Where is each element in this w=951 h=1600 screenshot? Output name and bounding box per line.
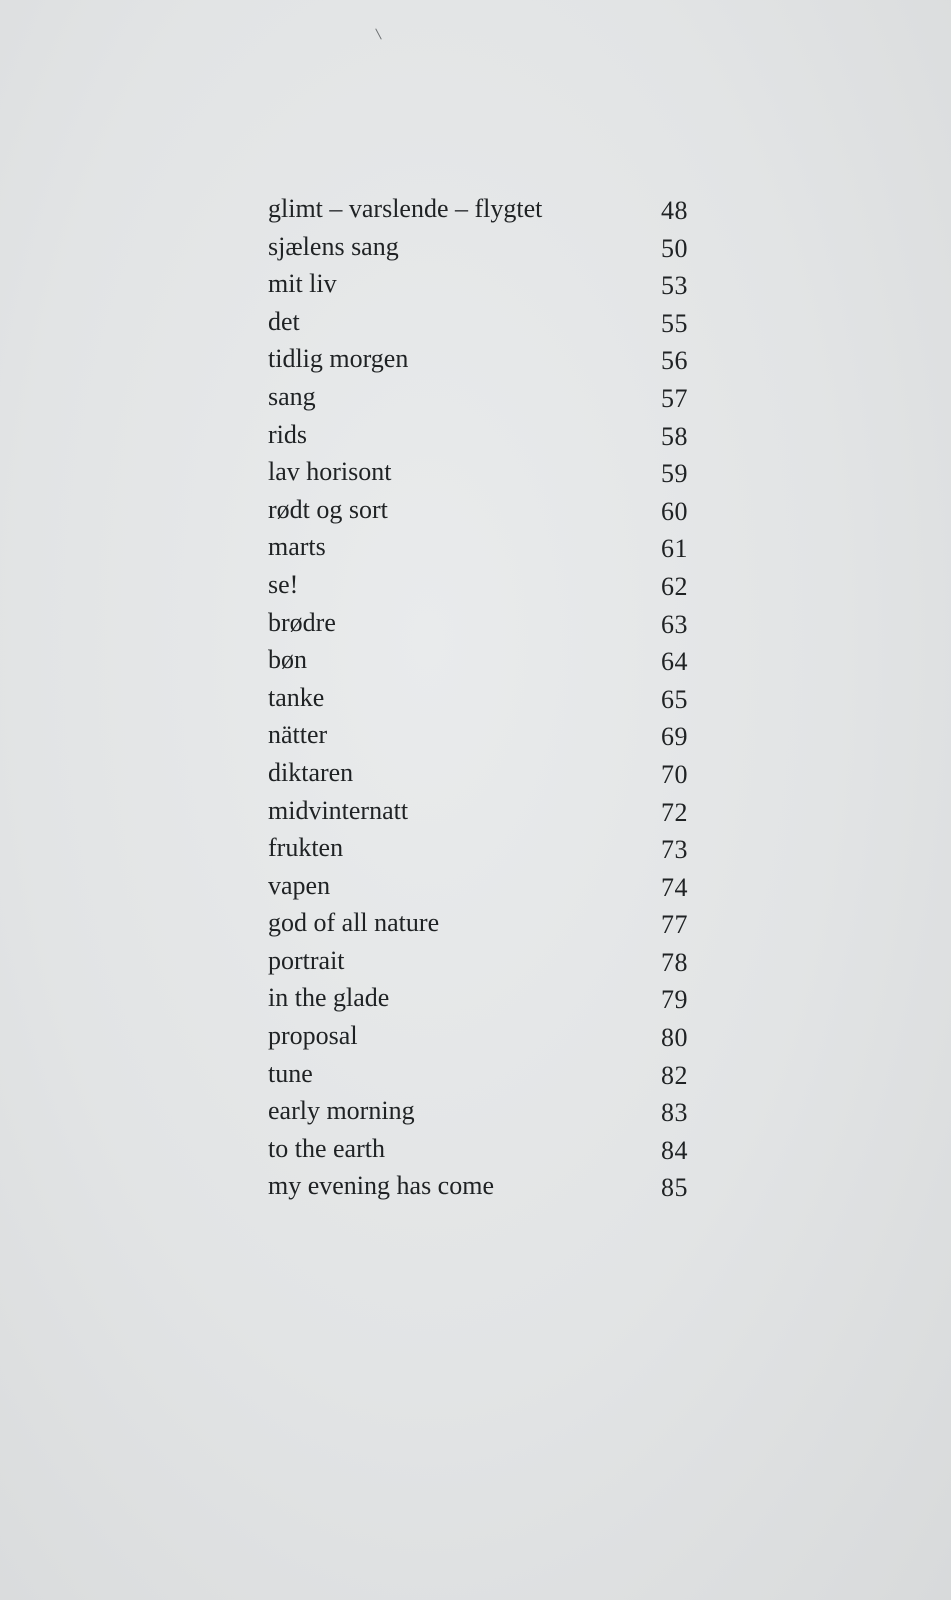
toc-entry-title: tidlig morgen xyxy=(268,344,409,374)
toc-entry xyxy=(268,265,688,303)
toc-entry-title: to the earth xyxy=(268,1133,385,1163)
toc-entry-title: frukten xyxy=(268,833,344,863)
toc-entry-page-number: 63 xyxy=(661,609,688,639)
toc-entry-title: bøn xyxy=(268,645,307,675)
toc-entry xyxy=(268,792,688,830)
toc-entry xyxy=(268,754,688,792)
toc-entry-title: lav horisont xyxy=(268,457,392,487)
toc-entry xyxy=(268,1017,688,1055)
toc-entry-title: rids xyxy=(268,419,307,449)
toc-entry-title: portrait xyxy=(268,945,345,975)
toc-entry-page-number: 65 xyxy=(661,684,688,714)
toc-entry-title: proposal xyxy=(268,1021,358,1051)
toc-entry xyxy=(268,303,688,341)
toc-entry xyxy=(268,979,688,1017)
toc-entry-page-number: 80 xyxy=(661,1023,688,1053)
toc-entry xyxy=(268,491,688,529)
toc-entry-page-number: 79 xyxy=(661,985,688,1015)
table-of-contents xyxy=(268,190,688,1205)
toc-entry-page-number: 82 xyxy=(661,1060,688,1090)
toc-entry xyxy=(268,190,688,228)
toc-entry-page-number: 78 xyxy=(661,947,688,977)
toc-entry-title: tanke xyxy=(268,682,325,712)
toc-entry-page-number: 62 xyxy=(661,571,688,601)
toc-entry xyxy=(268,1055,688,1093)
toc-entry xyxy=(268,604,688,642)
toc-entry-title: god of all nature xyxy=(268,908,440,938)
toc-entry xyxy=(268,378,688,416)
toc-entry xyxy=(268,641,688,679)
toc-entry xyxy=(268,942,688,980)
toc-entry xyxy=(268,528,688,566)
toc-entry xyxy=(268,566,688,604)
toc-entry-title: in the glade xyxy=(268,983,390,1013)
toc-entry-title: det xyxy=(268,306,300,336)
toc-entry-title: my evening has come xyxy=(268,1171,494,1201)
toc-entry-title: sjælens sang xyxy=(268,231,399,261)
toc-entry-title: rødt og sort xyxy=(268,494,388,524)
toc-entry-page-number: 61 xyxy=(661,534,688,564)
toc-entry-page-number: 70 xyxy=(661,759,688,789)
toc-entry-title: se! xyxy=(268,569,299,599)
toc-entry-title: sang xyxy=(268,381,316,411)
toc-entry-title: vapen xyxy=(268,870,331,900)
toc-entry-title: nätter xyxy=(268,720,328,750)
toc-entry-page-number: 69 xyxy=(661,722,688,752)
toc-entry-page-number: 50 xyxy=(661,233,688,263)
toc-entry xyxy=(268,829,688,867)
toc-entry-title: early morning xyxy=(268,1096,415,1126)
toc-entry xyxy=(268,453,688,491)
toc-entry-page-number: 58 xyxy=(661,421,688,451)
toc-entry-page-number: 53 xyxy=(661,271,688,301)
toc-entry-page-number: 60 xyxy=(661,496,688,526)
toc-entry xyxy=(268,340,688,378)
toc-entry xyxy=(268,716,688,754)
toc-entry-page-number: 74 xyxy=(661,872,688,902)
toc-entry-title: marts xyxy=(268,532,326,562)
toc-entry-title: tune xyxy=(268,1058,313,1088)
pencil-mark xyxy=(375,28,382,39)
toc-entry-page-number: 55 xyxy=(661,308,688,338)
toc-entry-title: midvinternatt xyxy=(268,795,409,825)
toc-entry-page-number: 85 xyxy=(661,1173,688,1203)
toc-entry xyxy=(268,1167,688,1205)
toc-entry-title: mit liv xyxy=(268,269,337,299)
toc-entry-page-number: 56 xyxy=(661,346,688,376)
toc-entry-page-number: 59 xyxy=(661,459,688,489)
toc-entry-title: brødre xyxy=(268,607,336,637)
toc-entry xyxy=(268,1130,688,1168)
toc-entry-page-number: 84 xyxy=(661,1135,688,1165)
toc-entry xyxy=(268,904,688,942)
toc-entry-page-number: 57 xyxy=(661,383,688,413)
toc-entry-title: glimt – varslende – flygtet xyxy=(268,194,543,223)
toc-entry-page-number: 77 xyxy=(661,910,688,940)
toc-entry-page-number: 72 xyxy=(661,797,688,827)
toc-entry xyxy=(268,228,688,266)
toc-entry-page-number: 48 xyxy=(661,196,688,225)
toc-entry-page-number: 64 xyxy=(661,647,688,677)
toc-entry xyxy=(268,679,688,717)
toc-entry-title: diktaren xyxy=(268,757,354,787)
toc-entry-page-number: 73 xyxy=(661,835,688,865)
toc-entry-page-number: 83 xyxy=(661,1098,688,1128)
toc-entry xyxy=(268,867,688,905)
toc-entry xyxy=(268,416,688,454)
toc-entry xyxy=(268,1092,688,1130)
